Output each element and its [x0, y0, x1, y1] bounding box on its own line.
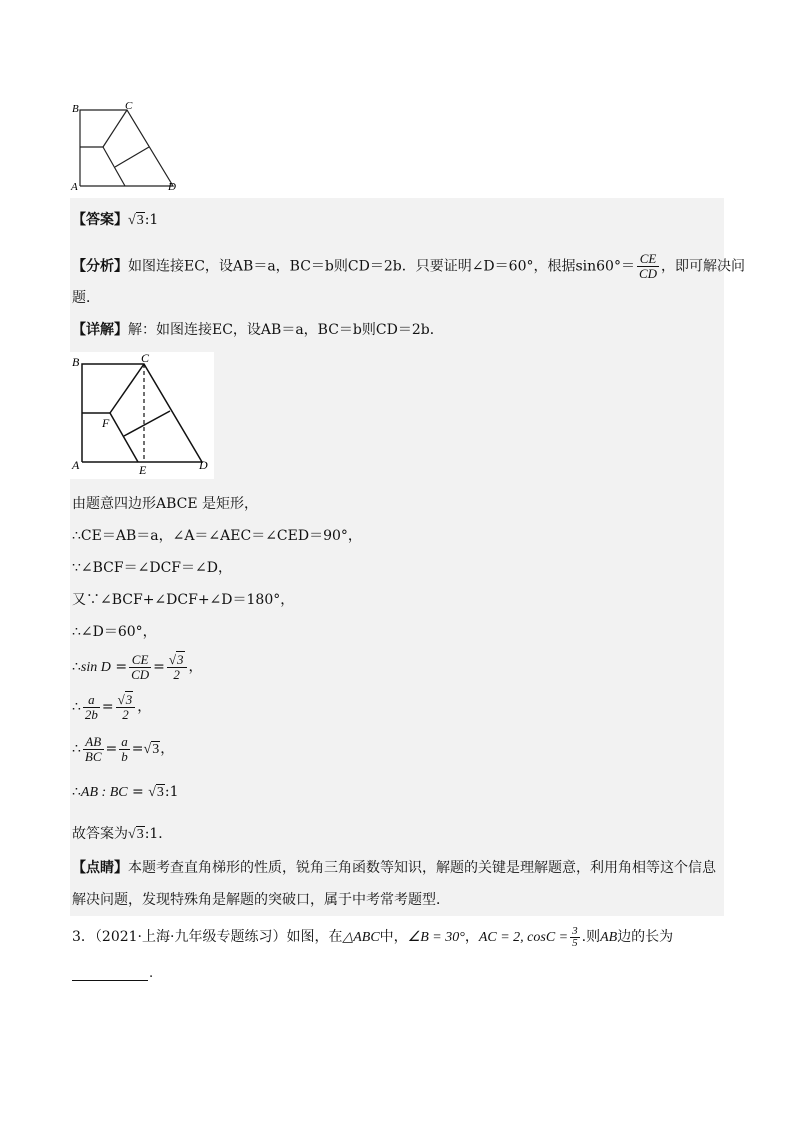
step-1: 由题意四边形ABCE 是矩形，: [72, 496, 259, 512]
blank-period: .: [149, 966, 154, 981]
step-5: ∴∠D＝60°，: [72, 624, 157, 640]
analysis-line-2: 题．: [72, 290, 100, 306]
question-3: 3．（2021·上海·九年级专题练习）如图，在△ABC中，∠B = 30°，AC = 2, cosC = $\frac{3}{5}$ .则AB边的长为: [72, 924, 674, 949]
label-f2: F: [102, 416, 110, 430]
equation-3: ∴ $\frac{AB}{BC}$ = $\frac{a}{b}$ =√3，: [72, 733, 175, 764]
conclusion-line: 故答案为√3:1．: [72, 826, 173, 842]
label-b: B: [72, 103, 79, 115]
detail-line: [72, 320, 444, 340]
analysis-text-1: 如图连接EC，设AB＝a，BC＝b则CD＝2b．只要证明∠D＝60°，根据sin60°＝: [128, 258, 635, 275]
answer-sqrt: √3: [128, 213, 144, 228]
step-3: ∵∠BCF＝∠DCF＝∠D，: [72, 560, 232, 576]
answer-blank[interactable]: [72, 968, 148, 981]
comment-line-2: 解决问题，发现特殊角是解题的突破口，属于中考常考题型．: [72, 892, 450, 908]
figure-2: [70, 352, 214, 479]
comment-tag: 【点睛】: [72, 860, 128, 876]
detail-text: 解：如图连接EC，设AB＝a，BC＝b则CD＝2b．: [128, 322, 444, 338]
label-a: A: [71, 181, 78, 193]
label-b2: B: [72, 355, 80, 369]
analysis-text-2: ，即可解决问: [661, 258, 746, 275]
label-d: D: [168, 181, 176, 193]
answer-ratio: :1: [144, 212, 159, 228]
equation-1: ∴sin D = $\frac{CE}{CD}$ = $\frac{√3}{2}$ ，: [72, 651, 203, 682]
label-c2: C: [141, 352, 150, 365]
label-e2: E: [139, 463, 147, 477]
equation-2: ∴ $\frac{a}{2b}$ = $\frac{√3}{2}$ ，: [72, 691, 152, 722]
solution-panel: [70, 198, 724, 916]
answer-tag: 【答案】: [72, 212, 128, 228]
label-d2: D: [199, 458, 208, 472]
step-4: 又∵∠BCF+∠DCF+∠D＝180°，: [72, 592, 295, 608]
analysis-fraction: $\frac{CE}{CD}$: [638, 251, 658, 281]
label-c: C: [125, 100, 133, 112]
label-a2: A: [72, 458, 80, 472]
analysis-tag: 【分析】: [72, 258, 128, 275]
equation-4: ∴AB : BC = √3:1: [72, 784, 179, 800]
answer-line: [72, 210, 158, 231]
comment-line-1: 【点睛】本题考查直角梯形的性质，锐角三角函数等知识，解题的关键是理解题意，利用角相等这个信息: [72, 860, 716, 876]
figure-1: [70, 100, 185, 195]
detail-tag: 【详解】: [72, 322, 128, 338]
analysis-line-1: [72, 252, 745, 281]
step-2: ∴CE＝AB＝a，∠A＝∠AEC＝∠CED＝90°，: [72, 528, 362, 544]
